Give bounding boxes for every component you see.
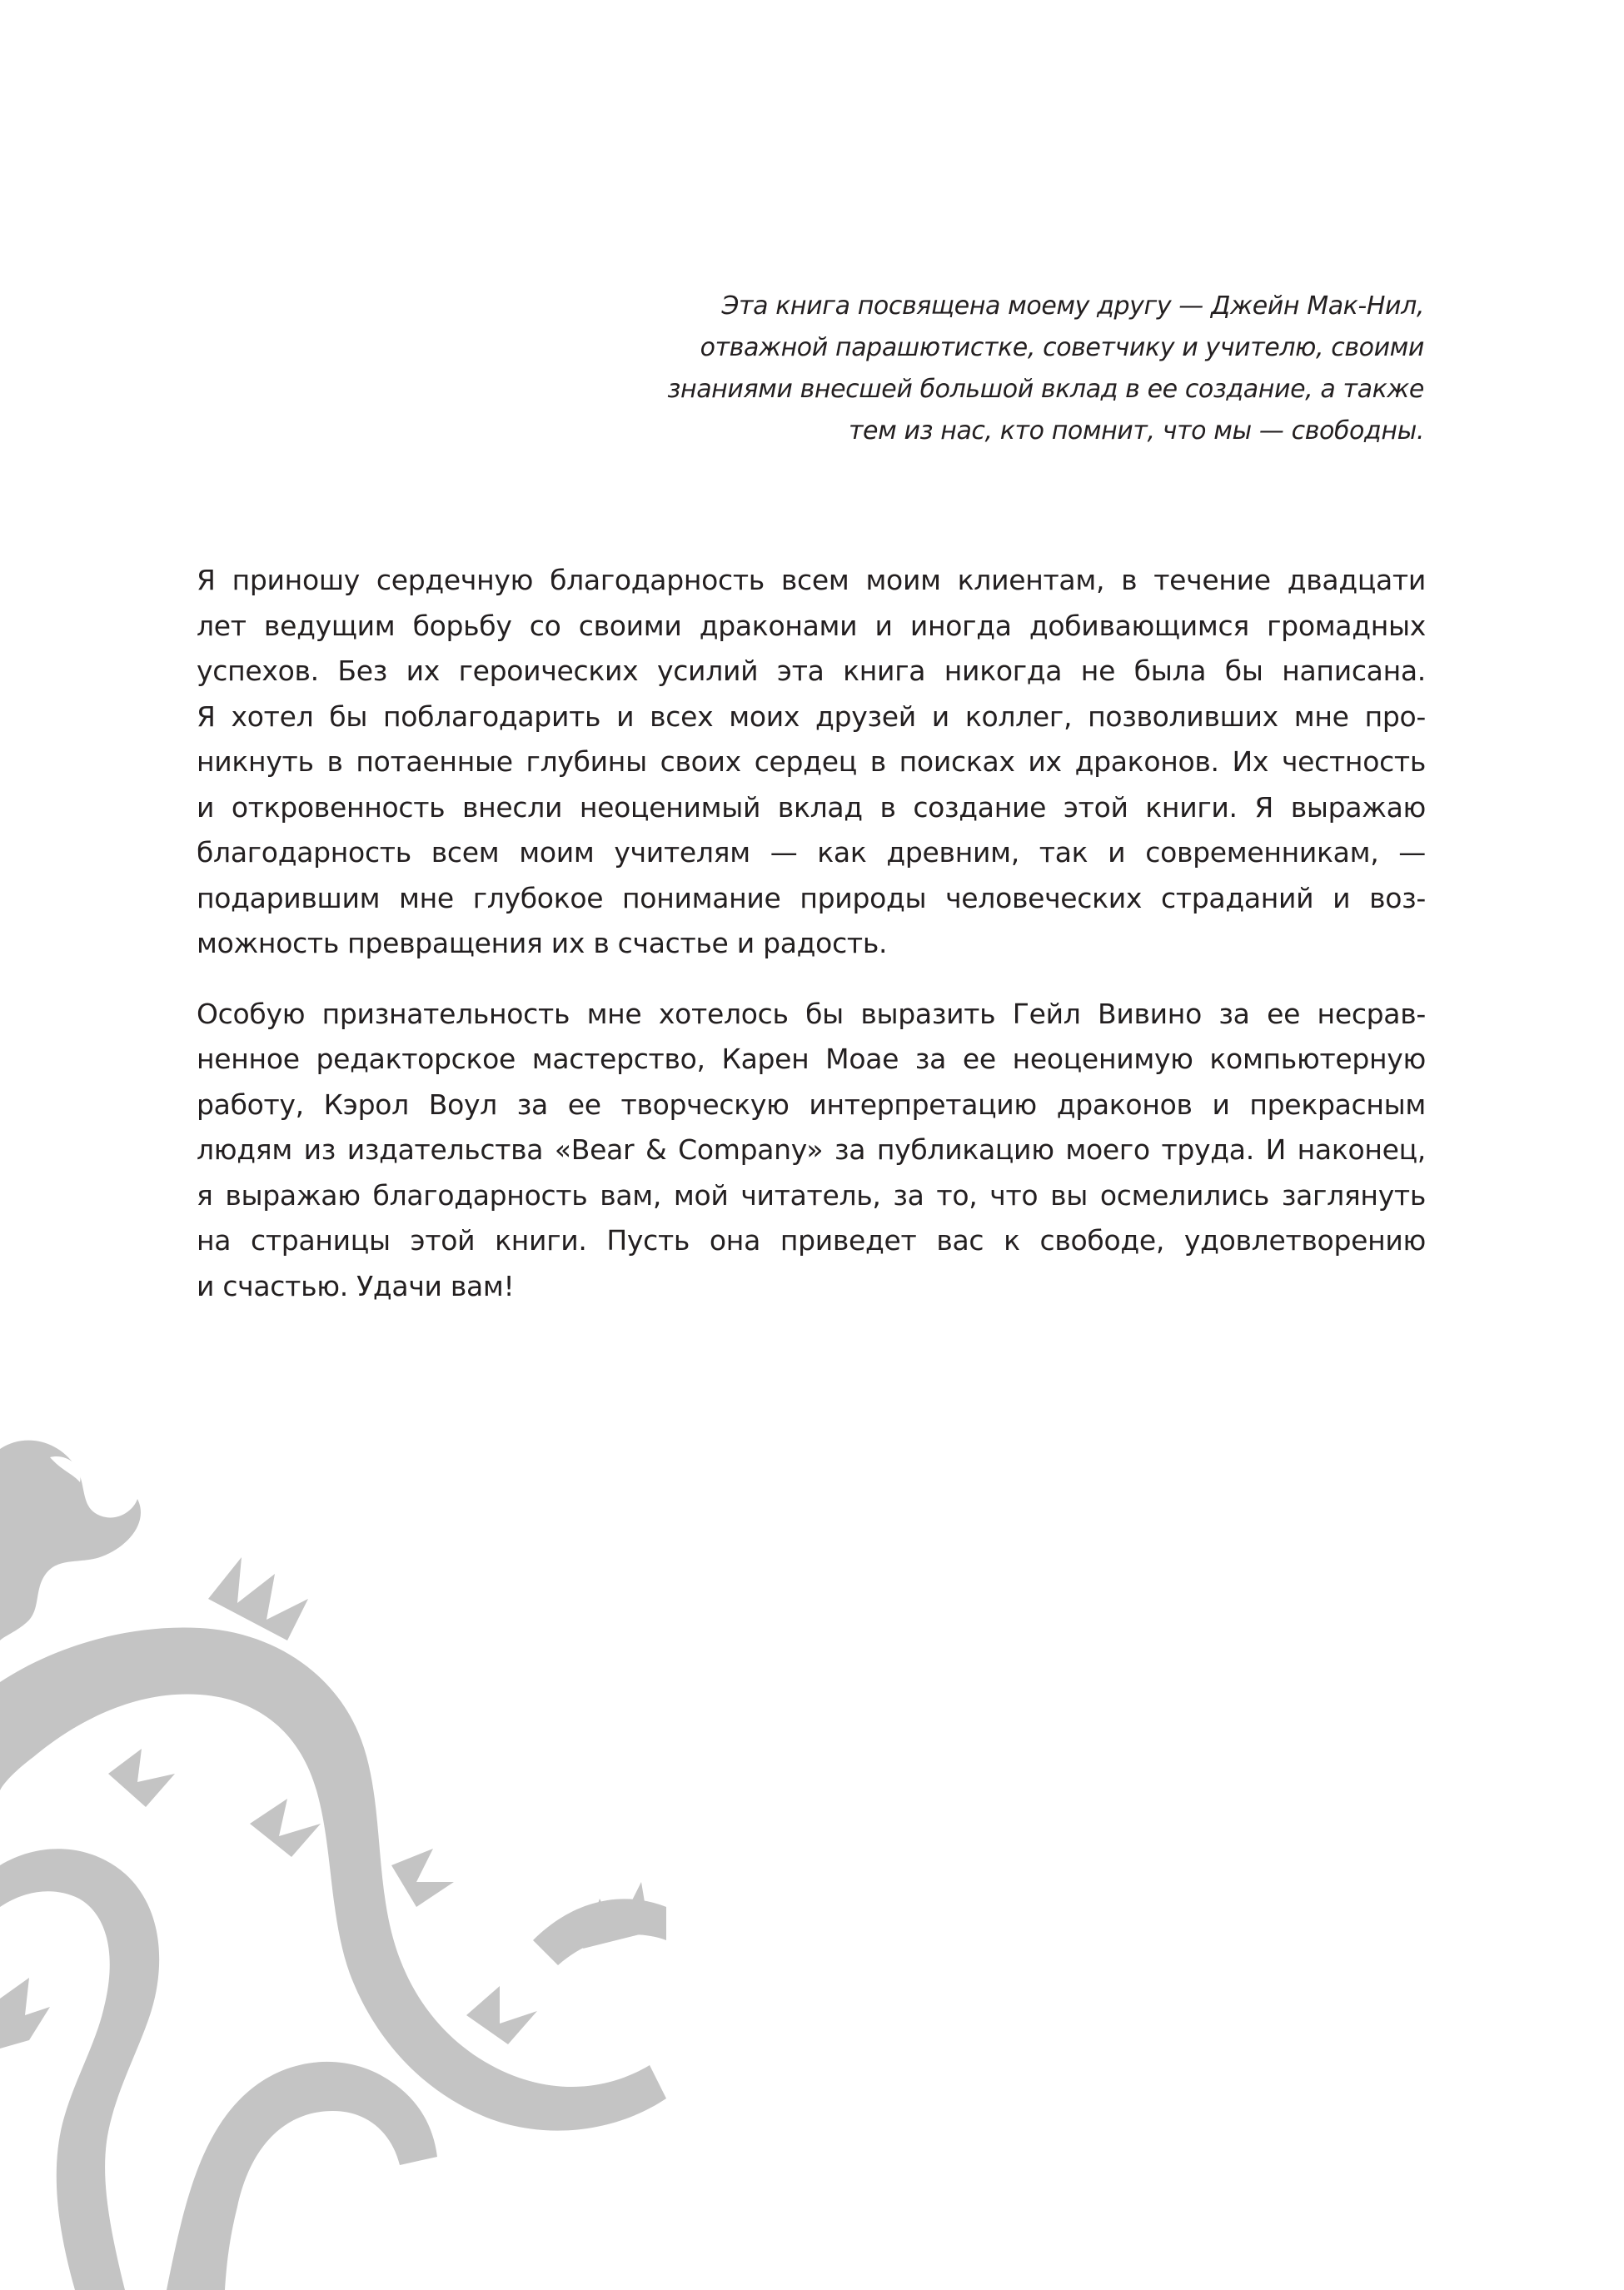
text-line: успехов. Без их героических усилий эта книга никогда не была бы написана. <box>197 655 1426 687</box>
text-line: ненное редакторское мастерство, Карен Моае за ее неоценимую компьютерную <box>197 1043 1426 1075</box>
dedication <box>658 286 1424 452</box>
text-line: на страницы этой книги. Пусть она приведет вас к свободе, удовлетворению <box>197 1224 1426 1257</box>
text-line: подарившим мне глубокое понимание природы человеческих страданий и воз- <box>197 881 1426 914</box>
text-line: и счастью. Удачи вам! <box>197 1269 515 1302</box>
text-line: людям из издательства «Bear & Company» за публикацию моего труда. И наконец, <box>197 1133 1426 1166</box>
dedication-line: тем из нас, кто помнит, что мы — свободны. <box>848 416 1424 446</box>
text-line: Я хотел бы поблагодарить и всех моих друзей и коллег, позволивших мне про- <box>197 699 1426 733</box>
dedication-line: Эта книга посвящена моему другу — Джейн Мак-Нил, <box>721 291 1424 321</box>
text-line: можность превращения их в счастье и радость. <box>197 927 888 959</box>
text-line: и откровенность внесли неоценимый вклад в создание этой книги. Я выражаю <box>197 790 1426 824</box>
text-line: лет ведущим борьбу со своими драконами и иногда добивающимся громадных <box>197 609 1426 642</box>
dedication-line: знаниями внесшей большой вклад в ее создание, а также <box>667 375 1424 404</box>
dedication-line: отважной парашютистке, советчику и учителю, своими <box>700 333 1424 362</box>
acknowledgements-paragraph-1 <box>197 558 1426 967</box>
text-line: благодарность всем моим учителям — как древним, так и современникам, — <box>197 836 1426 869</box>
text-line: я выражаю благодарность вам, мой читатель, за то, что вы осмелились заглянуть <box>197 1178 1426 1212</box>
acknowledgements-paragraph-2 <box>197 992 1426 1310</box>
text-line: Я приношу сердечную благодарность всем моим клиентам, в течение двадцати <box>197 564 1426 596</box>
dragon-silhouette-icon <box>0 1432 683 2290</box>
acknowledgements <box>197 558 1426 1334</box>
text-line: никнуть в потаенные глубины своих сердец в поисках их драконов. Их честность <box>197 745 1426 778</box>
text-line: Особую признательность мне хотелось бы выразить Гейл Вивино за ее несрав- <box>197 997 1426 1030</box>
text-line: работу, Кэрол Воул за ее творческую интерпретацию драконов и прекрасным <box>197 1088 1426 1121</box>
